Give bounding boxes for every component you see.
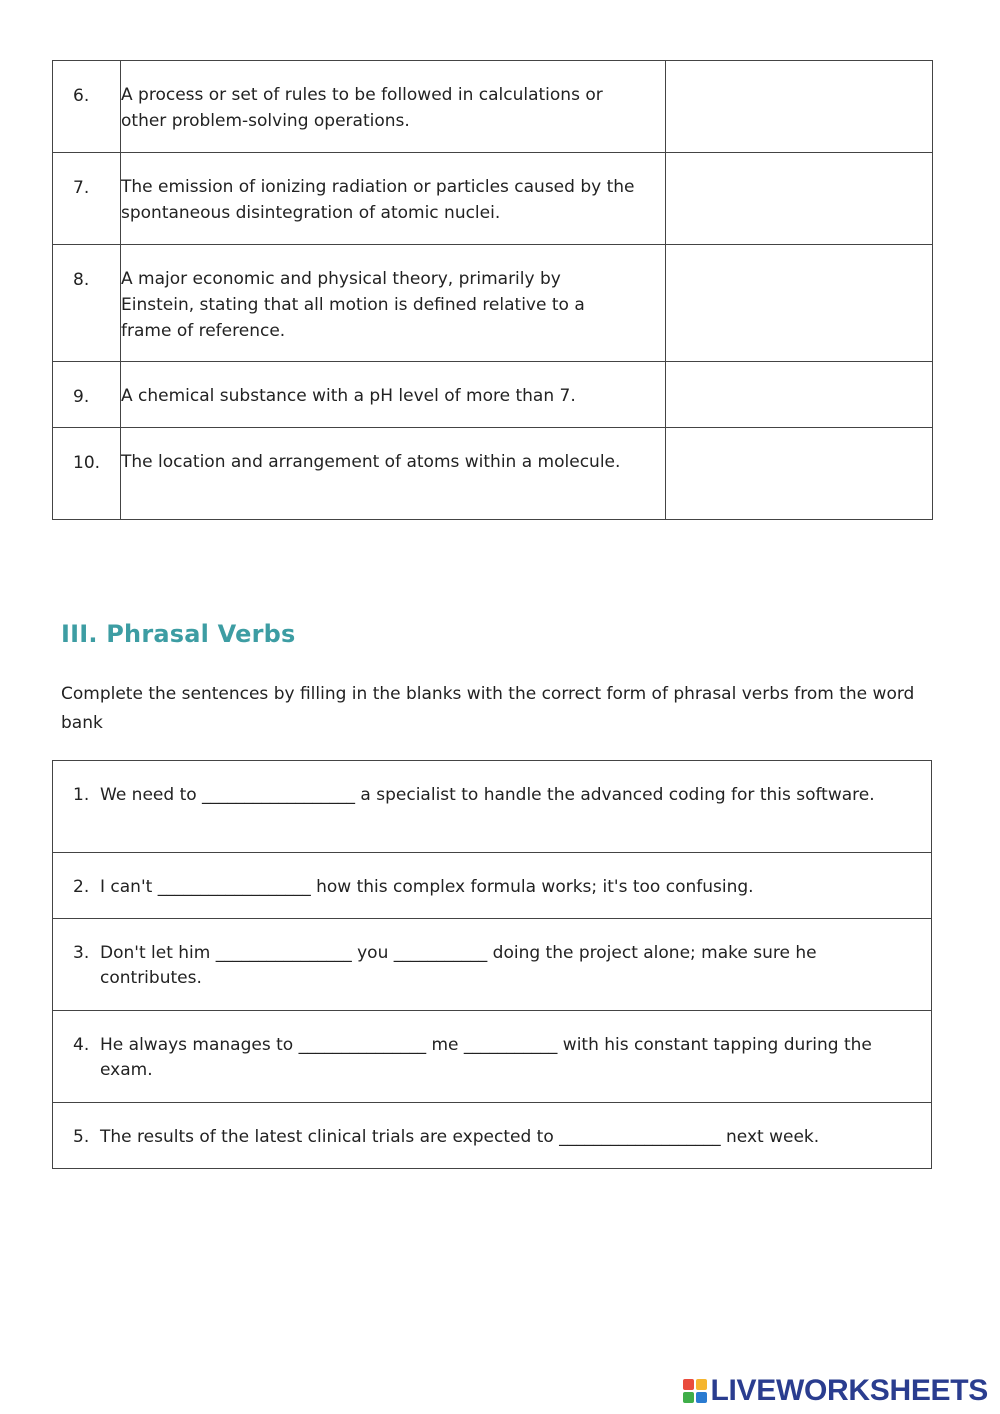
logo-block — [683, 1392, 694, 1403]
sentence-text[interactable]: Don't let him ________________ you ___________ doing the project alone; make sure he contributes. — [100, 943, 817, 988]
logo-block — [696, 1379, 707, 1390]
answer-cell[interactable] — [666, 362, 933, 428]
sentence-cell — [53, 1011, 932, 1103]
item-number: 8. — [53, 245, 121, 362]
liveworksheets-logo — [683, 1374, 989, 1408]
sentence-text[interactable]: I can't __________________ how this complex formula works; it's too confusing. — [100, 877, 754, 897]
definitions-table — [52, 60, 933, 520]
item-number: 5. — [73, 1127, 90, 1147]
sentence-cell — [53, 761, 932, 853]
table-row — [53, 761, 932, 853]
definition-text: A major economic and physical theory, primarily by Einstein, stating that all motion is defined relative to a frame of reference. — [121, 245, 666, 362]
item-number: 9. — [53, 362, 121, 428]
table-row — [53, 153, 933, 245]
item-number: 7. — [53, 153, 121, 245]
table-row — [53, 1103, 932, 1169]
item-number: 4. — [73, 1035, 90, 1055]
logo-text: LIVEWORKSHEETS — [710, 1374, 988, 1407]
section-title: III. Phrasal Verbs — [61, 620, 296, 648]
logo-blocks-icon — [683, 1379, 707, 1403]
definition-text: A process or set of rules to be followed in calculations or other problem-solving operations. — [121, 61, 666, 153]
item-number: 10. — [53, 428, 121, 520]
item-number: 1. — [73, 785, 90, 805]
sentence-cell — [53, 853, 932, 919]
definition-text: The location and arrangement of atoms within a molecule. — [121, 428, 666, 520]
table-row — [53, 1011, 932, 1103]
definition-text: A chemical substance with a pH level of more than 7. — [121, 362, 666, 428]
item-number: 2. — [73, 877, 90, 897]
sentence-text[interactable]: We need to __________________ a specialist to handle the advanced coding for this software. — [100, 785, 875, 805]
item-number: 3. — [73, 943, 90, 963]
table-row — [53, 428, 933, 520]
answer-cell[interactable] — [666, 245, 933, 362]
answer-cell[interactable] — [666, 61, 933, 153]
definition-text: The emission of ionizing radiation or particles caused by the spontaneous disintegration of atomic nuclei. — [121, 153, 666, 245]
table-row — [53, 61, 933, 153]
table-row — [53, 245, 933, 362]
sentence-cell — [53, 919, 932, 1011]
item-number: 6. — [53, 61, 121, 153]
instructions-text: Complete the sentences by filling in the blanks with the correct form of phrasal verbs from the word bank — [61, 684, 915, 733]
answer-cell[interactable] — [666, 428, 933, 520]
logo-block — [696, 1392, 707, 1403]
sentence-cell — [53, 1103, 932, 1169]
table-row — [53, 919, 932, 1011]
answer-cell[interactable] — [666, 153, 933, 245]
logo-block — [683, 1379, 694, 1390]
sentence-text[interactable]: The results of the latest clinical trials are expected to ___________________ next week. — [100, 1127, 820, 1147]
table-row — [53, 853, 932, 919]
sentence-text[interactable]: He always manages to _______________ me ___________ with his constant tapping during the exam. — [100, 1035, 872, 1080]
phrasal-verbs-table — [52, 760, 932, 1169]
table-row — [53, 362, 933, 428]
